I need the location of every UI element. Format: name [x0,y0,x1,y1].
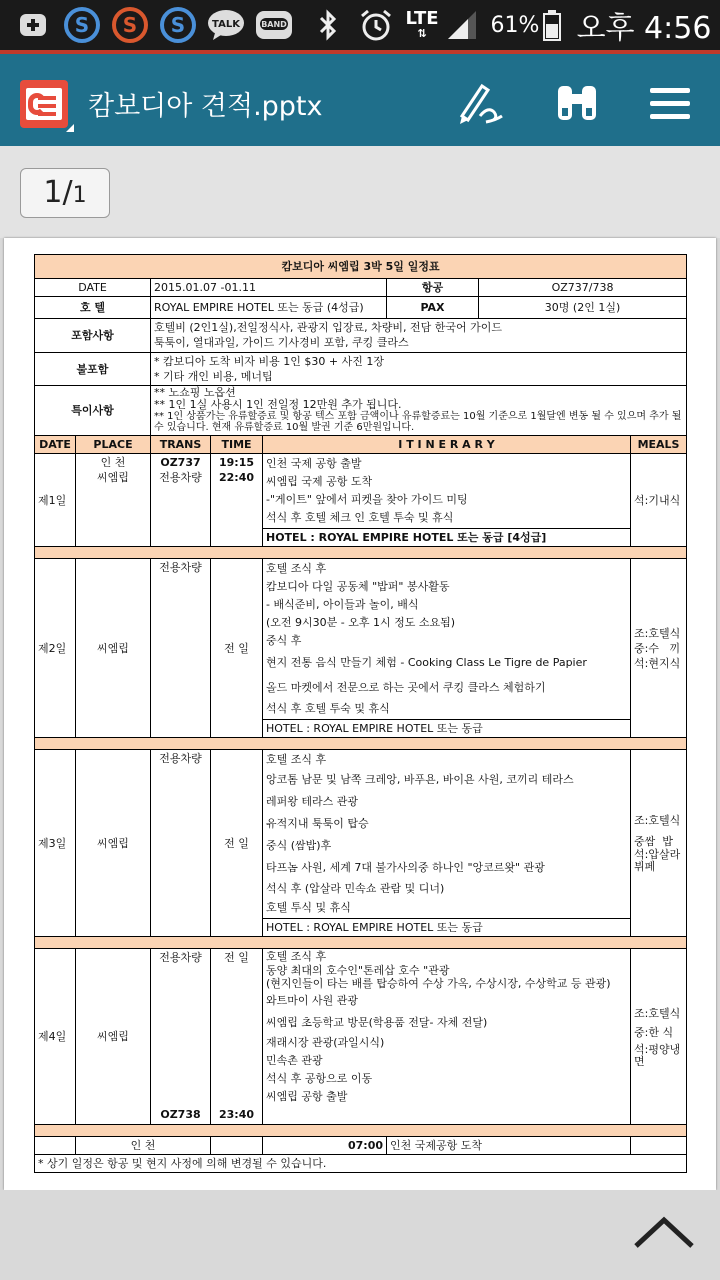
day-hotel: HOTEL : ROYAL EMPIRE HOTEL 또는 동급 [263,720,631,738]
arrival-place: 인 천 [76,1137,211,1155]
exclude-value: * 캄보디아 도착 비자 비용 1인 $30 + 사진 1장 * 기타 개인 비용, 메너팁 [151,353,687,386]
s-app-icon [158,9,198,41]
page-indicator[interactable]: 1/1 [20,168,110,218]
dropdown-corner-icon[interactable] [66,124,74,132]
svg-text:BAND: BAND [261,20,287,29]
arrival-time: 07:00 [263,1137,387,1155]
svg-text:S: S [170,13,186,37]
day-place: 씨엠립 [76,949,151,1125]
alarm-icon [358,9,394,41]
table-row [35,279,687,297]
slide-page[interactable] [4,238,716,1190]
day-label: 제4일 [35,949,76,1125]
day-place: 씨엠립 [76,750,151,937]
battery-icon [540,9,564,41]
footnote-row [35,1155,687,1173]
pptx-file-icon[interactable] [20,80,68,128]
col-time: TIME [211,436,263,454]
day-time: 전 일 [211,559,263,738]
table-title: 캄보디아 씨엠립 3박 5일 일정표 [35,255,687,279]
table-title-row [35,255,687,279]
arrival-text: 인천 국제공항 도착 [387,1137,631,1155]
day-itinerary: 호텔 조식 후 캄보디아 다일 공동체 "밥퍼" 봉사활동 - 배식준비, 아이들과 놀이, 배식 (오전 9시30분 - 오후 1시 정도 소요됨) 중식 후 현지 전통 음식 만들기 체험 - Cooking Class Le Tigre de Papier 올드 마켓에서 전문으로 하는 곳에서 쿠킹 클라스 체험하기 석식 후 호텔 투숙 및 휴식 [263,559,631,720]
hotel-label: 호 텔 [35,297,151,319]
app-bar [0,50,720,146]
battery-text: 61% [490,12,540,38]
separator-row [35,1125,687,1137]
status-bar [0,0,720,50]
airline-label: 항공 [387,279,479,297]
day-row [35,949,687,1125]
separator-row [35,547,687,559]
separator-row [35,738,687,750]
col-place: PLACE [76,436,151,454]
menu-icon[interactable] [646,76,700,130]
add-icon [16,9,50,41]
bluetooth-icon [314,9,342,41]
pax-label: PAX [387,297,479,319]
s-app-icon [110,9,150,41]
day-label: 제2일 [35,559,76,738]
day-itinerary: 호텔 조식 후 앙코톰 남문 및 남쪽 크레앙, 바푸욘, 바이욘 사원, 코끼리 테라스 레퍼왕 테라스 관광 유적지내 툭툭이 탑승 중식 (쌈밥)후 타프놈 사원, 세계 7대 불가사의중 하나인 "앙코르왓" 관광 석식 후 (압살라 민속쇼 관람 및 디너) 호텔 투식 및 휴식 [263,750,631,919]
bottom-bar [0,1190,720,1280]
exclude-label: 불포함 [35,353,151,386]
pen-icon[interactable] [452,76,506,130]
table-row [35,386,687,436]
separator-row [35,937,687,949]
airline-value: OZ737/738 [479,279,687,297]
svg-text:S: S [122,13,138,37]
day-trans: 전용차량 [151,559,211,738]
day-itinerary: 호텔 조식 후 동양 최대의 호수인"톤레삽 호수 "관광 (현지인들이 타는 배를 탑승하여 수상 가옥, 수상시장, 수상학교 등 관광) 와트마이 사원 관광 씨엠립 초등학교 방문(학용품 전달- 자체 전달) 재래시장 관광(과일시식) 민속촌 관광 석식 후 공항으로 이동 씨엠립 공항 출발 [263,949,631,1125]
day-row [35,454,687,529]
day-time: 19:15 22:40 [211,454,263,547]
day-row [35,559,687,720]
svg-text:TALK: TALK [212,19,240,30]
day-hotel: HOTEL : ROYAL EMPIRE HOTEL 또는 동급 [4성급] [263,529,631,547]
day-meals: 조:호텔식 중:한 식 석:평양냉면 [631,949,687,1125]
itinerary-table [34,254,687,1173]
day-meals: 석:기내식 [631,454,687,547]
lte-icon: LTE ⇅ [405,8,439,40]
page-bar [0,146,720,238]
day-trans: 전용차량 [151,750,211,937]
include-label: 포함사항 [35,319,151,353]
binoculars-icon[interactable] [550,76,604,130]
arrival-row [35,1137,687,1155]
day-time: 전 일 23:40 [211,949,263,1125]
date-label: DATE [35,279,151,297]
table-row [35,319,687,353]
special-label: 특이사항 [35,386,151,436]
band-icon [254,9,294,41]
day-meals: 조:호텔식 중쌈 밥 석:압살라 뷔페 [631,750,687,937]
day-time: 전 일 [211,750,263,937]
talk-icon [206,9,246,41]
col-meals: MEALS [631,436,687,454]
special-value: ** 노쇼핑 노옵션 ** 1인 1실 사용시 1인 전일정 12만원 추가 됩니다. ** 1인 상품가는 유류할증료 및 항공 텍스 포함 금액이나 유류할증료는 10월 기준으로 1월달엔 변동 될 수 있으며 추가 될수 있습니다. 현재 유류할증료 10월 발권 기준 6만원입니다. [151,386,687,436]
day-itinerary: 인천 국제 공항 출발 씨엠립 국제 공항 도착 -"게이트" 앞에서 피켓을 찾아 가이드 미팅 석식 후 호텔 체크 인 호텔 투숙 및 휴식 [263,454,631,529]
clock: 오후 4:56 [576,11,712,46]
column-header-row [35,436,687,454]
file-title: 캄보디아 견적.pptx [88,91,323,122]
table-row [35,353,687,386]
include-value: 호텔비 (2인1실),전일정식사, 관광지 입장료, 차량비, 전담 한국어 가이드 툭툭이, 열대과일, 가이드 기사경비 포함, 쿠킹 클라스 [151,319,687,353]
day-label: 제3일 [35,750,76,937]
date-value: 2015.01.07 -01.11 [151,279,387,297]
day-row [35,750,687,919]
footnote: * 상기 일정은 항공 및 현지 사정에 의해 변경될 수 있습니다. [35,1155,687,1173]
day-meals: 조:호텔식 중:수 끼 석:현지식 [631,559,687,738]
hotel-value: ROYAL EMPIRE HOTEL 또는 동급 (4성급) [151,297,387,319]
chevron-up-icon[interactable] [632,1212,696,1252]
svg-text:S: S [74,13,90,37]
col-itinerary: I T I N E R A R Y [263,436,631,454]
day-hotel: HOTEL : ROYAL EMPIRE HOTEL 또는 동급 [263,919,631,937]
day-place: 씨엠립 [76,559,151,738]
day-trans: OZ737 전용차량 [151,454,211,547]
day-place: 인 천 씨엠립 [76,454,151,547]
signal-icon [444,9,480,41]
s-app-icon [62,9,102,41]
pax-value: 30명 (2인 1실) [479,297,687,319]
day-label: 제1일 [35,454,76,547]
day-trans: 전용차량 OZ738 [151,949,211,1125]
col-trans: TRANS [151,436,211,454]
col-date: DATE [35,436,76,454]
table-row [35,297,687,319]
